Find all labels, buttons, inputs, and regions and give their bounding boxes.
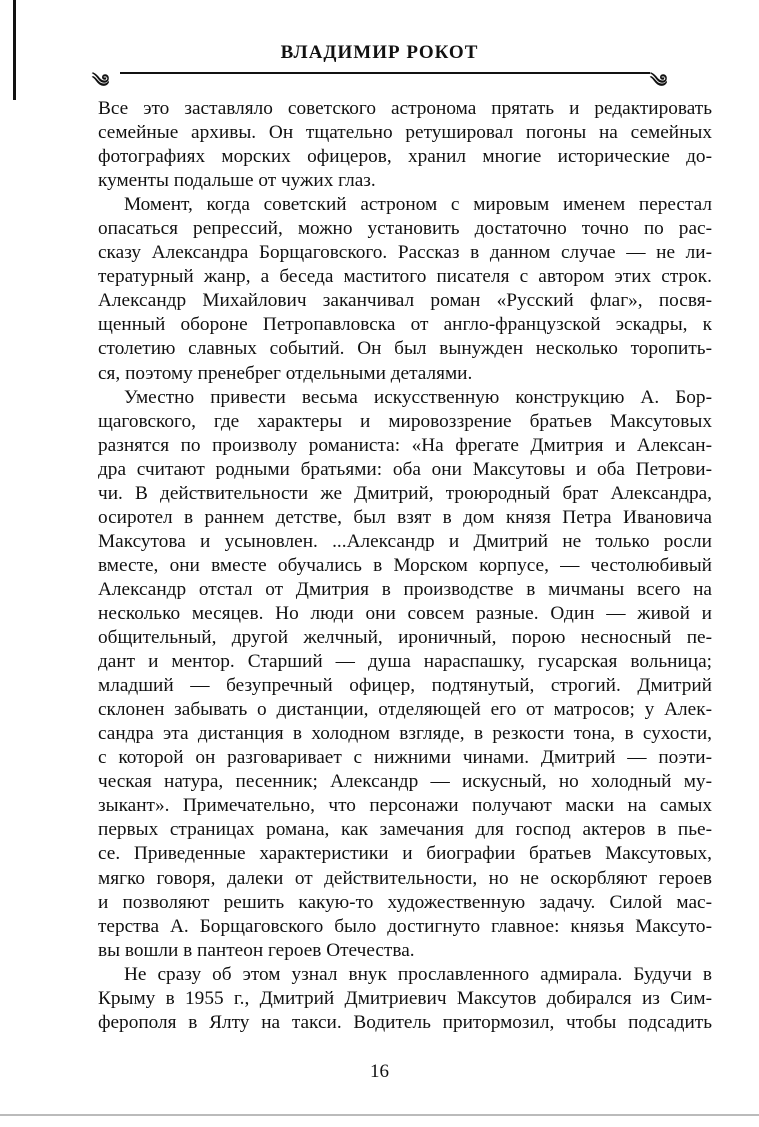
- scan-edge-bottom: [0, 1114, 759, 1116]
- text-line: семейные архивы. Он тщательно ретушировал погоны на семейных: [98, 122, 712, 144]
- text-line: Александр отстал от Дмитрия в производстве в мичманы всего на: [98, 578, 712, 600]
- text-line: Момент, когда советский астроном с мировым именем перестал: [124, 194, 712, 216]
- text-line: тературный жанр, а беседа маститого писателя с автором этих строк.: [98, 266, 712, 288]
- text-line: Уместно привести весьма искусственную конструкцию А. Бор-: [124, 386, 712, 408]
- text-line: сказу Александра Борщаговского. Рассказ в данном случае — не ли-: [98, 242, 712, 264]
- text-line: щенный обороне Петропавловска от англо-французской эскадры, к: [98, 314, 712, 336]
- text-line: с которой он разговаривает с нижними чинами. Дмитрий — поэти-: [98, 747, 712, 769]
- text-line: зыкант». Примечательно, что персонажи получают маски на самых: [98, 795, 712, 817]
- text-line: младший — безупречный офицер, подтянутый, строгий. Дмитрий: [98, 675, 712, 697]
- text-line: сандра эта дистанция в холодном взгляде, в резкости тона, в сухости,: [98, 723, 712, 745]
- text-line: ческая натура, песенник; Александр — искусный, но холодный му-: [98, 771, 712, 793]
- text-line: щаговского, где характеры и мировоззрение братьев Максутовых: [98, 410, 712, 432]
- text-line: терства А. Борщаговского было достигнуто главное: князья Максуто-: [98, 915, 712, 937]
- text-line: Максутова и усыновлен. ...Александр и Дмитрий не только росли: [98, 530, 712, 552]
- text-line: общительный, другой желчный, ироничный, порою несносный пе-: [98, 627, 712, 649]
- text-line: несколько месяцев. Но люди они совсем разные. Один — живой и: [98, 602, 712, 624]
- text-line: разнятся по произволу романиста: «На фрегате Дмитрия и Алексан-: [98, 434, 712, 456]
- text-line: осиротел в раннем детстве, был взят в дом князя Петра Ивановича: [98, 506, 712, 528]
- text-line: Не сразу об этом узнал внук прославленного адмирала. Будучи в: [124, 963, 712, 985]
- text-line: и позволяют решить какую-то художественную задачу. Силой мас-: [98, 891, 712, 913]
- text-line: вы вошли в пантеон героев Отечества.: [98, 939, 415, 961]
- ornament-left-icon: ༄: [92, 71, 110, 91]
- text-line: Александр Михайлович заканчивал роман «Русский флаг», посвя-: [98, 290, 712, 312]
- text-line: чи. В действительности же Дмитрий, троюродный брат Александра,: [98, 482, 712, 504]
- text-line: склонен забывать о дистанции, отделяющей его от матросов; у Алек-: [98, 699, 712, 721]
- text-line: вместе, они вместе обучались в Морском корпусе, — честолюбивый: [98, 554, 712, 576]
- text-line: ферополя в Ялту на такси. Водитель притормозил, чтобы подсадить: [98, 1011, 712, 1033]
- text-line: Все это заставляло советского астронома прятать и редактировать: [98, 98, 712, 119]
- text-line: дра считают родными братьями: оба они Максутовы и оба Петрови-: [98, 458, 712, 480]
- text-line: первых страницах романа, как замечания для господ актеров в пье-: [98, 819, 712, 841]
- text-line: опасаться репрессий, можно установить достаточно точно по рас-: [98, 218, 712, 240]
- running-header: ВЛАДИМИР РОКОТ: [280, 42, 479, 63]
- text-line: столетию славных событий. Он был вынужден несколько торопить-: [98, 338, 712, 360]
- text-line: Крыму в 1955 г., Дмитрий Дмитриевич Максутов добирался из Сим-: [98, 987, 712, 1009]
- text-line: кументы подальше от чужих глаз.: [98, 170, 376, 192]
- text-line: фотографиях морских офицеров, хранил многие исторические до-: [98, 146, 712, 168]
- page-number: 16: [370, 1061, 389, 1082]
- text-line: ся, поэтому пренебрег отдельными деталями.: [98, 362, 473, 384]
- text-line: дант и ментор. Старший — душа нараспашку, гусарская вольница;: [98, 651, 712, 673]
- header-rule: [120, 72, 650, 74]
- text-line: мягко говоря, далеки от действительности, но не оскорбляют героев: [98, 867, 712, 889]
- ornament-right-icon: ༄: [650, 71, 668, 91]
- text-line: се. Приведенные характеристики и биографии братьев Максутовых,: [98, 843, 712, 865]
- body-text: [98, 97, 712, 1035]
